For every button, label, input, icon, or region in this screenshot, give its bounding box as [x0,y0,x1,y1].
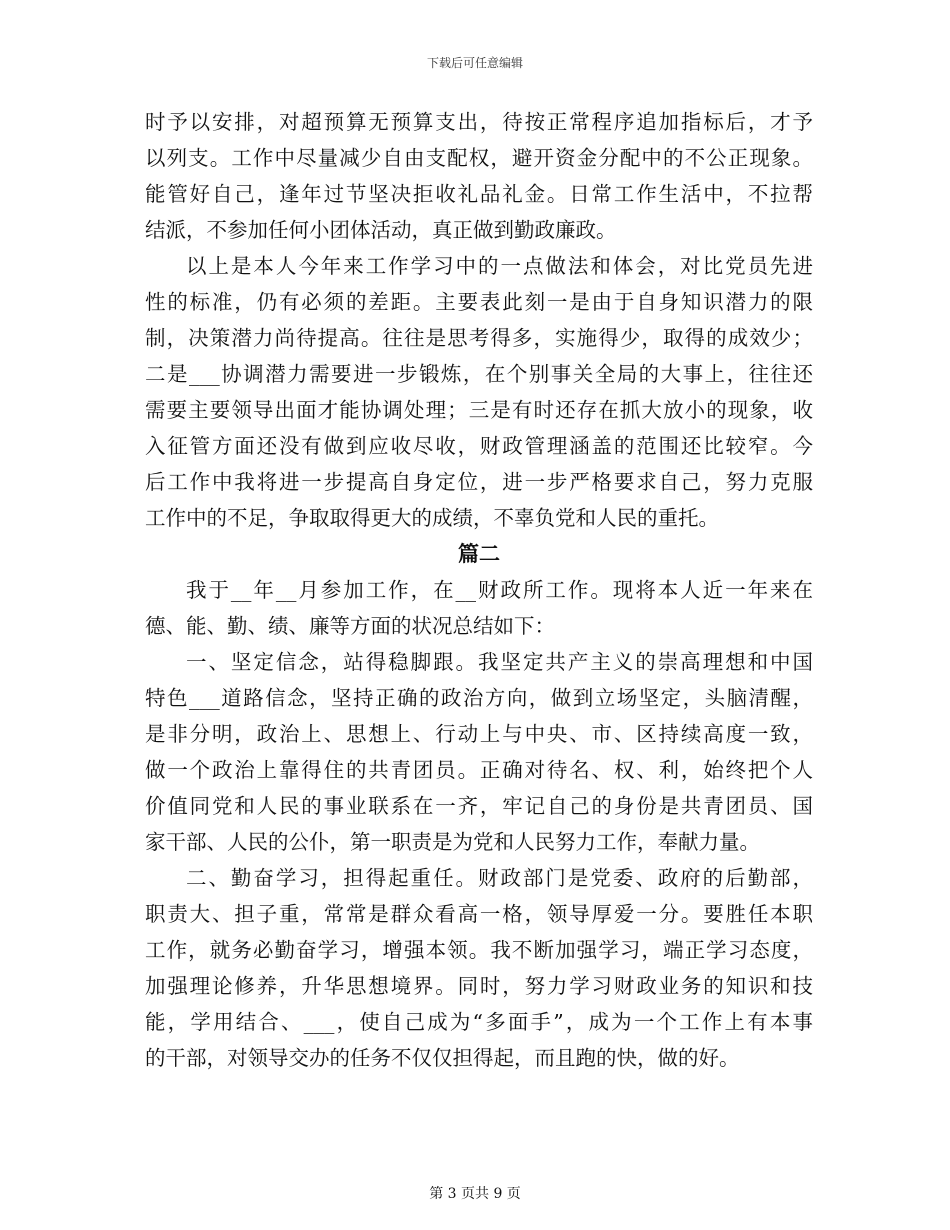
page-footer: 第 3 页共 9 页 [429,1186,521,1202]
text-line: 二是___协调潜力需要进一步锻炼，在个别事关全局的大事上，往往还 [145,362,813,386]
text-line: 制，决策潜力尚待提高。往往是思考得多，实施得少，取得的成效少； [145,326,813,350]
text-line: 是非分明，政治上、思想上、行动上与中央、市、区持续高度一致， [145,722,813,746]
paragraph [145,644,813,860]
paragraph [145,860,813,1076]
text-line: 性的标准，仍有必须的差距。主要表此刻一是由于自身知识潜力的限 [145,290,813,314]
text-line: 职责大、担子重，常常是群众看高一格，领导厚爱一分。要胜任本职 [145,902,813,926]
text-line: 后工作中我将进一步提高自身定位，进一步严格要求自己，努力克服 [145,470,813,494]
text-line: 工作，就务必勤奋学习，增强本领。我不断加强学习，端正学习态度， [145,938,813,962]
text-line: 能，学用结合、___，使自己成为“多面手”，成为一个工作上有本事 [145,1010,813,1034]
text-line: 以列支。工作中尽量减少自由支配权，避开资金分配中的不公正现象。 [145,146,813,170]
text-line: 做一个政治上靠得住的共青团员。正确对待名、权、利，始终把个人 [145,758,813,782]
text-line: 价值同党和人民的事业联系在一齐，牢记自己的身份是共青团员、国 [145,794,813,818]
section-heading: 篇二 [458,541,500,566]
text-line: 时予以安排，对超预算无预算支出，待按正常程序追加指标后，才予 [145,110,813,134]
page-header: 下载后可任意编辑 [426,56,523,70]
text-line: 家干部、人民的公仆，第一职责是为党和人民努力工作，奉献力量。 [145,830,760,854]
text-line: 特色___道路信念，坚持正确的政治方向，做到立场坚定，头脑清醒， [145,686,813,710]
text-line: 结派，不参加任何小团体活动，真正做到勤政廉政。 [145,218,617,242]
text-line: 以上是本人今年来工作学习中的一点做法和体会，对比党员先进 [186,254,813,278]
text-line: 工作中的不足，争取取得更大的成绩，不辜负党和人民的重托。 [145,506,719,530]
text-line: 德、能、勤、绩、廉等方面的状况总结如下： [145,614,555,638]
text-line: 二、勤奋学习，担得起重任。财政部门是党委、政府的后勤部， [186,866,813,890]
text-line: 一、坚定信念，站得稳脚跟。我坚定共产主义的崇高理想和中国 [186,650,813,674]
paragraph [145,572,813,644]
text-line: 需要主要领导出面才能协调处理；三是有时还存在抓大放小的现象，收 [145,398,813,422]
document-body [145,104,813,1076]
text-line: 我于__年__月参加工作，在__财政所工作。现将本人近一年来在 [186,578,813,602]
text-line: 入征管方面还没有做到应收尽收，财政管理涵盖的范围还比较窄。今 [145,434,813,458]
text-line: 能管好自己，逢年过节坚决拒收礼品礼金。日常工作生活中，不拉帮 [145,182,813,206]
text-line: 加强理论修养，升华思想境界。同时，努力学习财政业务的知识和技 [145,974,813,998]
paragraph [145,104,813,248]
paragraph [145,248,813,536]
text-line: 的干部，对领导交办的任务不仅仅担得起，而且跑的快，做的好。 [145,1046,740,1070]
